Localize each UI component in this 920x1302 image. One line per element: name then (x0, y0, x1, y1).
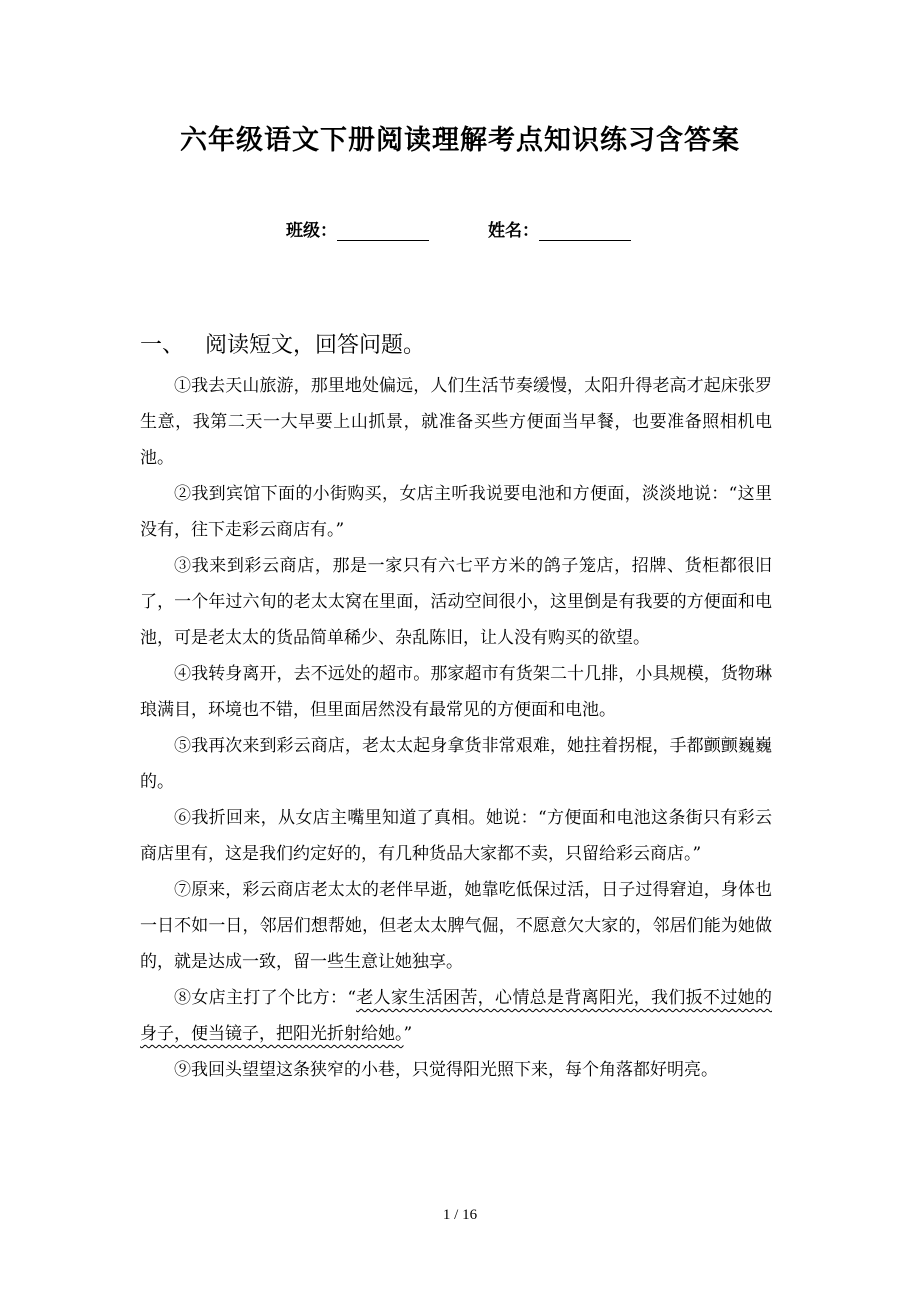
section-heading (140, 328, 425, 359)
underlined-sentence: 老人家生活困苦，心情总是背离阳光，我们扳不过她的身子，便当镜子，把阳光折射给她。 (140, 988, 772, 1044)
class-blank (337, 222, 429, 241)
name-field (488, 216, 631, 241)
paragraph-6: ⑥我折回来，从女店主嘴里知道了真相。她说：“方便面和电池这条街只有彩云商店里有，这是我们约定好的，有几种货品大家都不卖，只留给彩云商店。” (140, 808, 772, 864)
name-label: 姓名： (488, 221, 539, 241)
paragraph-8-lead: ⑧女店主打了个比方：“ (174, 988, 357, 1008)
paragraph-5: ⑤我再次来到彩云商店，老太太起身拿货非常艰难，她拄着拐棍，手都颤颤巍巍的。 (140, 736, 772, 792)
paragraph-2: ②我到宾馆下面的小街购买，女店主听我说要电池和方便面，淡淡地说：“这里没有，往下走彩云商店有。” (140, 484, 772, 540)
paragraph-4: ④我转身离开，去不远处的超市。那家超市有货架二十几排，小具规模，货物琳琅满目，环境也不错，但里面居然没有最常见的方便面和电池。 (140, 664, 772, 720)
paragraph-1: ①我去天山旅游，那里地处偏远，人们生活节奏缓慢，太阳升得老高才起床张罗生意，我第二天一大早要上山抓景，就准备买些方便面当早餐，也要准备照相机电池。 (140, 376, 772, 468)
section-number: 一、 (140, 333, 185, 358)
name-blank (539, 222, 631, 241)
page-number: 1 / 16 (442, 1207, 478, 1223)
paragraph-9: ⑨我回头望望这条狭窄的小巷，只觉得阳光照下来，每个角落都好明亮。 (174, 1060, 718, 1080)
reading-passage (140, 368, 772, 1088)
paragraph-3: ③我来到彩云商店，那是一家只有六七平方米的鸽子笼店，招牌、货柜都很旧了，一个年过六旬的老太太窝在里面，活动空间很小，这里倒是有我要的方便面和电池，可是老太太的货品简单稀少、杂乱陈旧，让人没有购买的欲望。 (140, 556, 772, 648)
class-label: 班级： (286, 221, 337, 241)
paragraph-8 (140, 980, 772, 1052)
paragraph-7: ⑦原来，彩云商店老太太的老伴早逝，她靠吃低保过活，日子过得窘迫，身体也一日不如一日，邻居们想帮她，但老太太脾气倔，不愿意欠大家的，邻居们能为她做的，就是达成一致，留一些生意让她独享。 (140, 880, 772, 972)
paragraph-8-tail: ” (403, 1024, 413, 1044)
class-field (286, 216, 429, 241)
page-title: 六年级语文下册阅读理解考点知识练习含答案 (180, 125, 740, 156)
section-heading-text: 阅读短文，回答问题。 (205, 333, 426, 358)
